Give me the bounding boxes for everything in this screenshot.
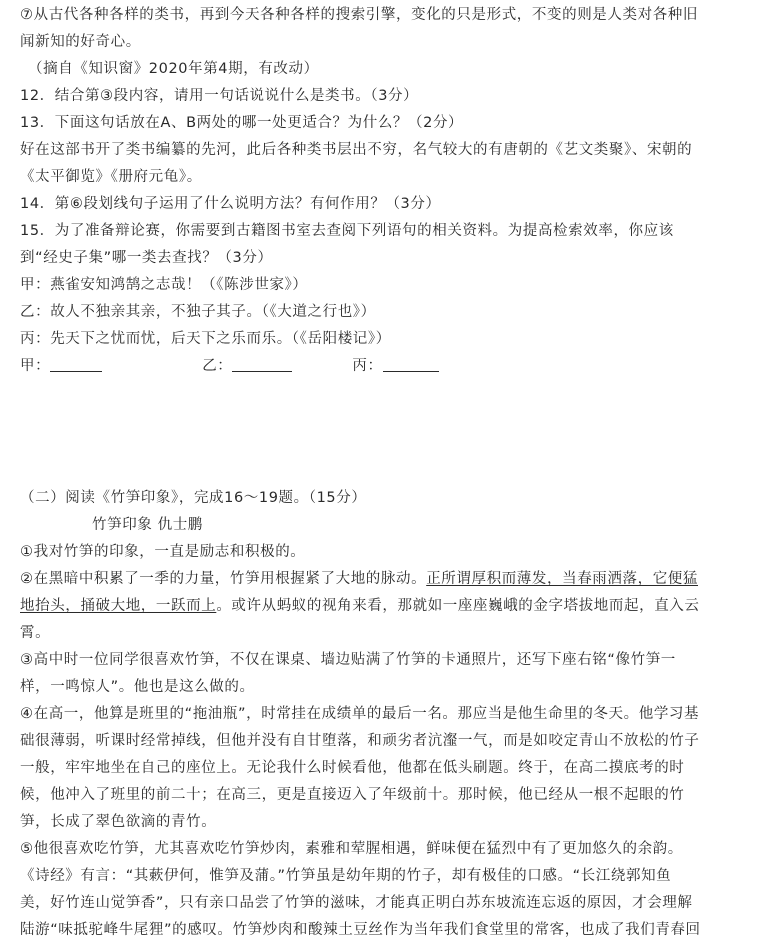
article-paragraph-4-line-2: 础很薄弱，听课时经常掉线，但他并没有自甘堕落，和顽劣者沆瀣一气，而是如咬定青山不放松的竹子 — [20, 733, 700, 749]
article-paragraph-5-line-1: ⑤他很喜欢吃竹笋，尤其喜欢吃竹笋炒肉，素雅和荤腥相遇，鲜味便在猛烈中有了更加悠久的余韵。 — [20, 841, 683, 857]
source-citation: （摘自《知识窗》2020年第4期，有改动） — [28, 61, 319, 77]
article-paragraph-4-line-5: 笋，长成了翠色欲滴的青竹。 — [20, 814, 217, 830]
article-paragraph-4-line-4: 候，他冲入了班里的前二十；在高三，更是直接迈入了年级前十。那时候，他已经从一根不起眼的竹 — [20, 787, 685, 803]
answer-bing-blank[interactable] — [383, 356, 439, 372]
article-paragraph-5-line-3: 美，好竹连山觉笋香”，只有亲口品尝了竹笋的滋味，才能真正明白苏东坡流连忘返的原因，才会理解 — [20, 895, 693, 911]
article-paragraph-2-line-1 — [20, 566, 760, 593]
answer-jia-label: 甲： — [20, 358, 51, 374]
article-paragraph-3-line-2: 样，一鸣惊人”。他也是这么做的。 — [20, 679, 255, 695]
quote-yi: 乙：故人不独亲其亲，不独子其子。（《大道之行也》） — [20, 304, 376, 320]
answer-jia-blank[interactable] — [50, 356, 102, 372]
paragraph-7-line-1: ⑦从古代各种各样的类书，再到今天各种各样的搜索引擎，变化的只是形式，不变的则是人类对各种旧 — [20, 7, 698, 23]
question-14: 14．第⑥段划线句子运用了什么说明方法？有何作用？（3分） — [20, 196, 441, 212]
section-2-heading: （二）阅读《竹笋印象》，完成16～19题。（15分） — [20, 490, 367, 506]
p2-text-continued: 。或许从蚂蚁的视角来看，那就如一座座巍峨的金字塔拔地而起，直入云 — [216, 598, 700, 614]
question-13: 13．下面这句话放在A、B两处的哪一处更适合？为什么？（2分） — [20, 115, 464, 131]
question-13-sentence-line-2: 《太平御览》《册府元龟》。 — [20, 169, 202, 185]
article-paragraph-2-line-3: 霄。 — [20, 625, 51, 641]
answer-bing-label: 丙： — [352, 358, 383, 374]
article-paragraph-4-line-3: 一般，牢牢地坐在自己的座位上。无论我什么时候看他，他都在低头刷题。终于，在高二摸底考的时 — [20, 760, 685, 776]
article-title: 竹笋印象 仇士鹏 — [92, 517, 203, 533]
underlined-sentence-part-2: 地抬头，捅破大地，一跃而上 — [20, 598, 217, 614]
question-15-line-1: 15．为了准备辩论赛，你需要到古籍图书室去查阅下列语句的相关资料。为提高检索效率，你应该 — [20, 223, 674, 239]
quote-jia: 甲：燕雀安知鸿鹄之志哉！（《陈涉世家》） — [20, 277, 308, 293]
question-13-sentence-line-1: 好在这部书开了类书编纂的先河，此后各种类书层出不穷，名气较大的有唐朝的《艺文类聚》、宋朝的 — [20, 142, 693, 158]
article-paragraph-1: ①我对竹笋的印象，一直是励志和积极的。 — [20, 544, 306, 560]
article-paragraph-5-line-2: 《诗经》有言：“其蔌伊何，惟笋及蒲。”竹笋虽是幼年期的竹子，却有极佳的口感。“长江绕郭知鱼 — [20, 868, 672, 884]
question-12: 12．结合第③段内容，请用一句话说说什么是类书。（3分） — [20, 88, 419, 104]
answer-yi-label: 乙： — [202, 358, 233, 374]
article-paragraph-2-line-2 — [20, 593, 760, 620]
article-paragraph-5-line-4: 陆游“味抵驼峰牛尾狸”的感叹。竹笋炒肉和酸辣土豆丝作为当年我们食堂里的常客，也成了我们青春回 — [20, 922, 701, 938]
answer-yi-blank[interactable] — [232, 356, 292, 372]
paragraph-7-line-2: 闻新知的好奇心。 — [20, 34, 141, 50]
article-paragraph-4-line-1: ④在高一，他算是班里的“拖油瓶”，时常挂在成绩单的最后一名。那应当是他生命里的冬天。他学习基 — [20, 706, 700, 722]
quote-bing: 丙：先天下之忧而忧，后天下之乐而乐。（《岳阳楼记》） — [20, 331, 391, 347]
answer-blanks-row — [20, 353, 760, 380]
article-paragraph-3-line-1: ③高中时一位同学很喜欢竹笋，不仅在课桌、墙边贴满了竹笋的卡通照片，还写下座右铭“像竹笋一 — [20, 652, 676, 668]
p2-text: ②在黑暗中积累了一季的力量，竹笋用根握紧了大地的脉动。 — [20, 571, 427, 587]
question-15-line-2: 到“经史子集”哪一类去查找？（3分） — [20, 250, 273, 266]
underlined-sentence-part-1: 正所谓厚积而薄发，当春雨洒落，它便猛 — [426, 571, 699, 587]
